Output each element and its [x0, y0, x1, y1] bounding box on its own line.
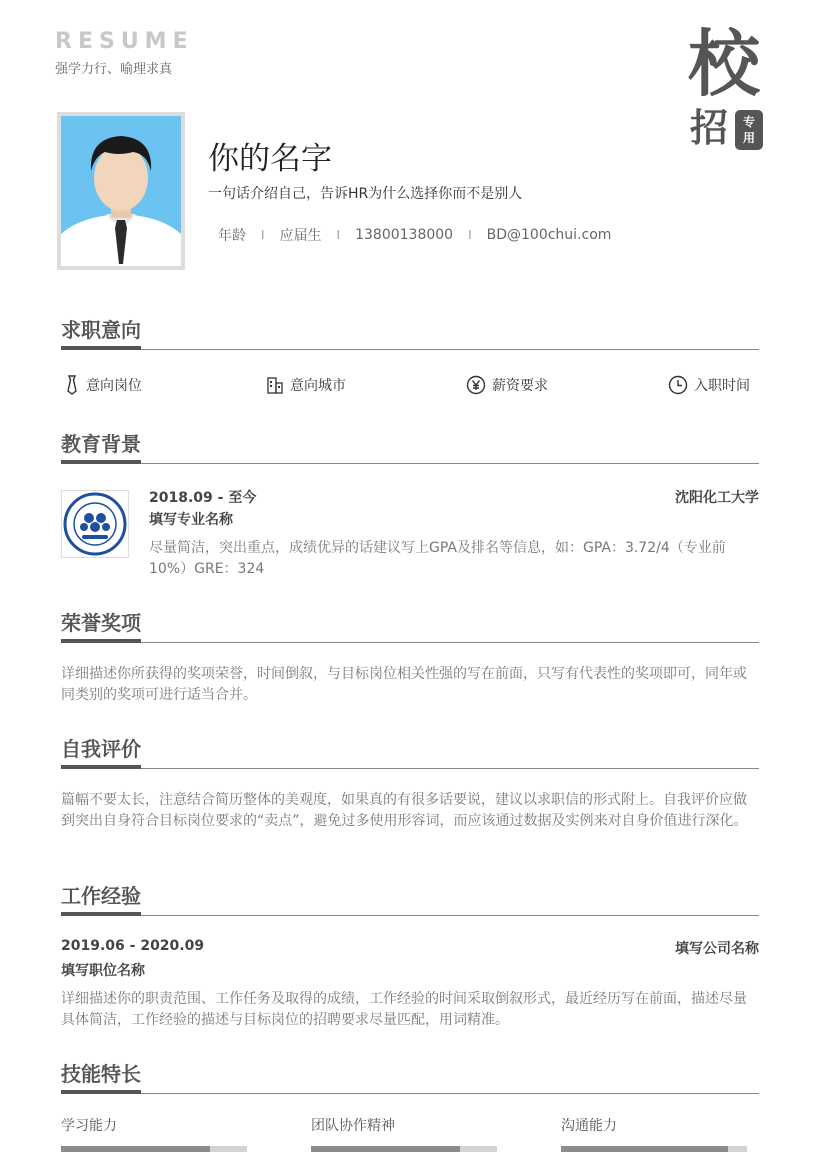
meta-separator: I — [468, 228, 472, 242]
section-title: 荣誉奖项 — [61, 609, 141, 643]
section-honors-header — [61, 613, 759, 643]
intent-label: 薪资要求 — [492, 378, 548, 394]
school-seal-icon — [62, 491, 128, 557]
clock-icon — [668, 375, 688, 395]
candidate-name: 你的名字 — [208, 141, 332, 177]
skill-bar — [61, 1146, 247, 1152]
tie-icon — [64, 375, 80, 395]
avatar-illustration — [61, 116, 181, 266]
intent-position — [64, 375, 142, 395]
honors-text: 详细描述你所获得的奖项荣誉，时间倒叙，与目标岗位相关性强的写在前面，只写有代表性的奖项即可，同年或同类别的奖项可进行适当合并。 — [61, 666, 747, 703]
section-title: 求职意向 — [61, 316, 141, 350]
section-intent-header — [61, 320, 759, 350]
skill-label: 学习能力 — [61, 1118, 117, 1134]
section-work-header — [61, 886, 759, 916]
section-title: 教育背景 — [61, 430, 141, 464]
intent-salary — [466, 375, 548, 395]
meta-status: 应届生 — [279, 228, 322, 244]
intent-row — [61, 375, 759, 397]
intent-start-date — [668, 375, 750, 395]
work-period: 2019.06 - 2020.09 — [61, 938, 205, 954]
skill-fill — [561, 1146, 728, 1152]
skill-label: 沟通能力 — [561, 1118, 617, 1134]
badge-tag-bottom: 用 — [742, 131, 755, 145]
intent-label: 入职时间 — [694, 378, 750, 394]
work-position: 填写职位名称 — [61, 963, 145, 979]
section-education-header — [61, 434, 759, 464]
meta-age: 年龄 — [218, 228, 246, 244]
section-title: 工作经验 — [61, 882, 141, 916]
education-detail: 尽量简洁，突出重点，成绩优异的话建议写上GPA及排名等信息，如：GPA：3.72/4（专业前10%）GRE：324 — [149, 540, 726, 577]
badge-big-char: 校 — [688, 21, 761, 106]
campus-recruit-badge — [688, 22, 770, 157]
section-skills-header — [61, 1064, 759, 1094]
badge-tag-top: 专 — [742, 115, 755, 129]
skill-item — [61, 1115, 247, 1135]
school-logo — [61, 490, 129, 558]
self-eval-text: 篇幅不要太长，注意结合简历整体的美观度，如果真的有很多话要说，建议以求职信的形式附上。自我评价应做到突出自身符合目标岗位要求的“卖点”，避免过多使用形容词，而应该通过数据及实例来对自身价值进行深化。 — [61, 792, 748, 829]
building-icon — [266, 376, 284, 394]
intent-label: 意向城市 — [290, 378, 346, 394]
candidate-tagline: 一句话介绍自己，告诉HR为什么选择你而不是别人 — [208, 186, 523, 202]
meta-separator: I — [261, 228, 265, 242]
brand-motto: 强学力行、喻理求真 — [55, 62, 173, 77]
skill-item — [561, 1115, 747, 1135]
intent-label: 意向岗位 — [86, 378, 142, 394]
meta-phone: 13800138000 — [355, 227, 454, 243]
work-detail: 详细描述你的职责范围、工作任务及取得的成绩，工作经验的时间采取倒叙形式，最近经历写在前面，描述尽量具体简洁，工作经验的描述与目标岗位的招聘要求尽量匹配，用词精准。 — [61, 991, 747, 1028]
education-period: 2018.09 - 至今 — [149, 490, 257, 506]
skill-label: 团队协作精神 — [311, 1118, 395, 1134]
section-title: 自我评价 — [61, 735, 141, 769]
meta-separator: I — [336, 228, 341, 242]
badge-tag — [735, 110, 763, 150]
contact-meta — [208, 225, 621, 245]
badge-small-char: 招 — [690, 105, 729, 150]
brand-block — [55, 30, 194, 77]
skill-item — [311, 1115, 497, 1135]
skill-bar — [311, 1146, 497, 1152]
skill-fill — [311, 1146, 460, 1152]
resume-wordmark: RESUME — [55, 29, 194, 54]
education-major: 填写专业名称 — [149, 512, 233, 528]
skill-bar — [561, 1146, 747, 1152]
intent-city — [266, 375, 346, 395]
yen-icon — [466, 375, 486, 395]
section-self-eval-header — [61, 739, 759, 769]
meta-email: BD@100chui.com — [486, 227, 612, 243]
profile-photo — [57, 112, 185, 270]
work-company: 填写公司名称 — [675, 941, 759, 957]
section-title: 技能特长 — [61, 1060, 141, 1094]
education-school: 沈阳化工大学 — [675, 490, 759, 506]
skill-fill — [61, 1146, 210, 1152]
